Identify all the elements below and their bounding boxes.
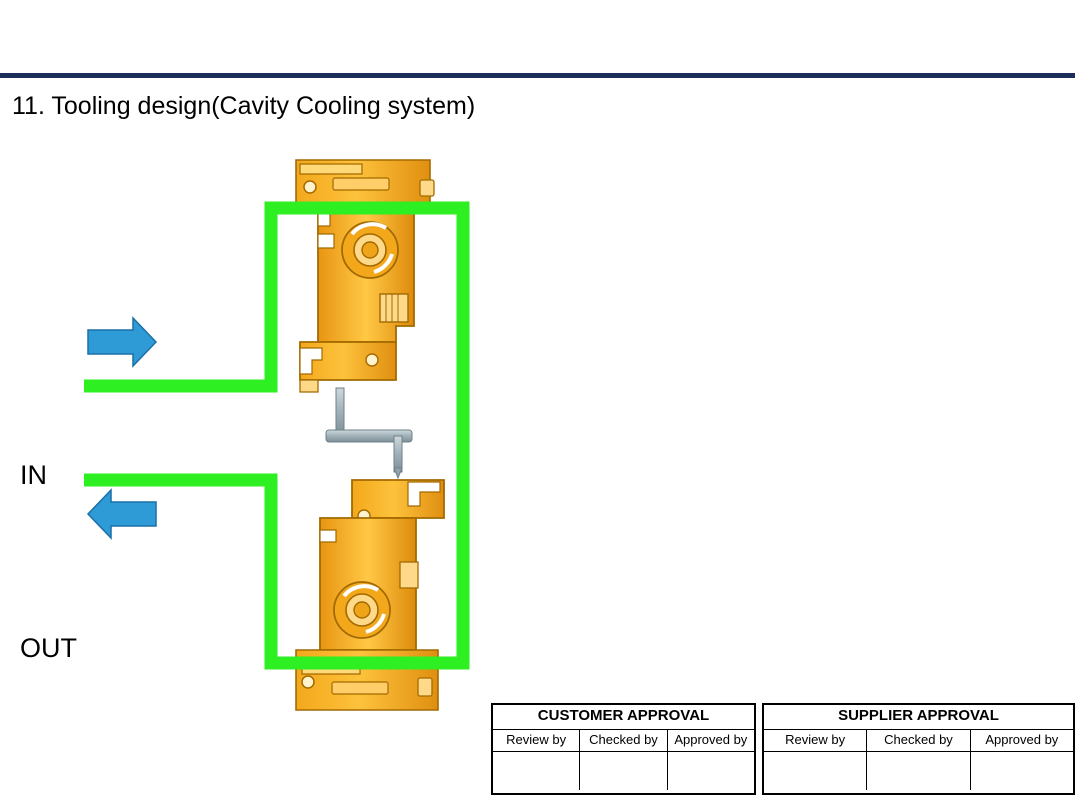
supplier-approval-title: SUPPLIER APPROVAL [764, 705, 1073, 730]
page-title: 11. Tooling design(Cavity Cooling system) [12, 92, 476, 120]
outlet-label: OUT [20, 633, 77, 663]
customer-approval-table [491, 703, 756, 795]
customer-approval-columns [493, 730, 754, 752]
lower-tool-part [296, 480, 444, 710]
supplier-review-by-header: Review by [764, 730, 867, 751]
customer-review-by-cell[interactable] [493, 752, 580, 790]
customer-review-by-header: Review by [493, 730, 580, 751]
in-flow-arrow [88, 318, 156, 366]
cooling-system-diagram [0, 130, 640, 730]
upper-tool-part [296, 160, 434, 392]
customer-approval-signature-row [493, 752, 754, 790]
supplier-approval-columns [764, 730, 1073, 752]
supplier-approved-by-header: Approved by [985, 731, 1059, 747]
header-divider [0, 73, 1075, 78]
supplier-approval-table [762, 703, 1075, 795]
inlet-label: IN [20, 460, 47, 490]
supplier-checked-by-cell[interactable] [867, 752, 970, 790]
out-flow-arrow [88, 490, 156, 538]
supplier-review-by-cell[interactable] [764, 752, 867, 790]
supplier-checked-by-header: Checked by [867, 730, 970, 751]
supplier-approved-by-cell[interactable] [971, 752, 1073, 790]
cooling-diagram-svg [0, 130, 640, 730]
customer-approval-title: CUSTOMER APPROVAL [493, 705, 754, 730]
customer-approved-by-header: Approved by [674, 731, 748, 747]
customer-checked-by-cell[interactable] [580, 752, 667, 790]
connector-pin [326, 388, 412, 478]
customer-checked-by-header: Checked by [580, 730, 667, 751]
supplier-approval-signature-row [764, 752, 1073, 790]
customer-approved-by-cell[interactable] [668, 752, 754, 790]
